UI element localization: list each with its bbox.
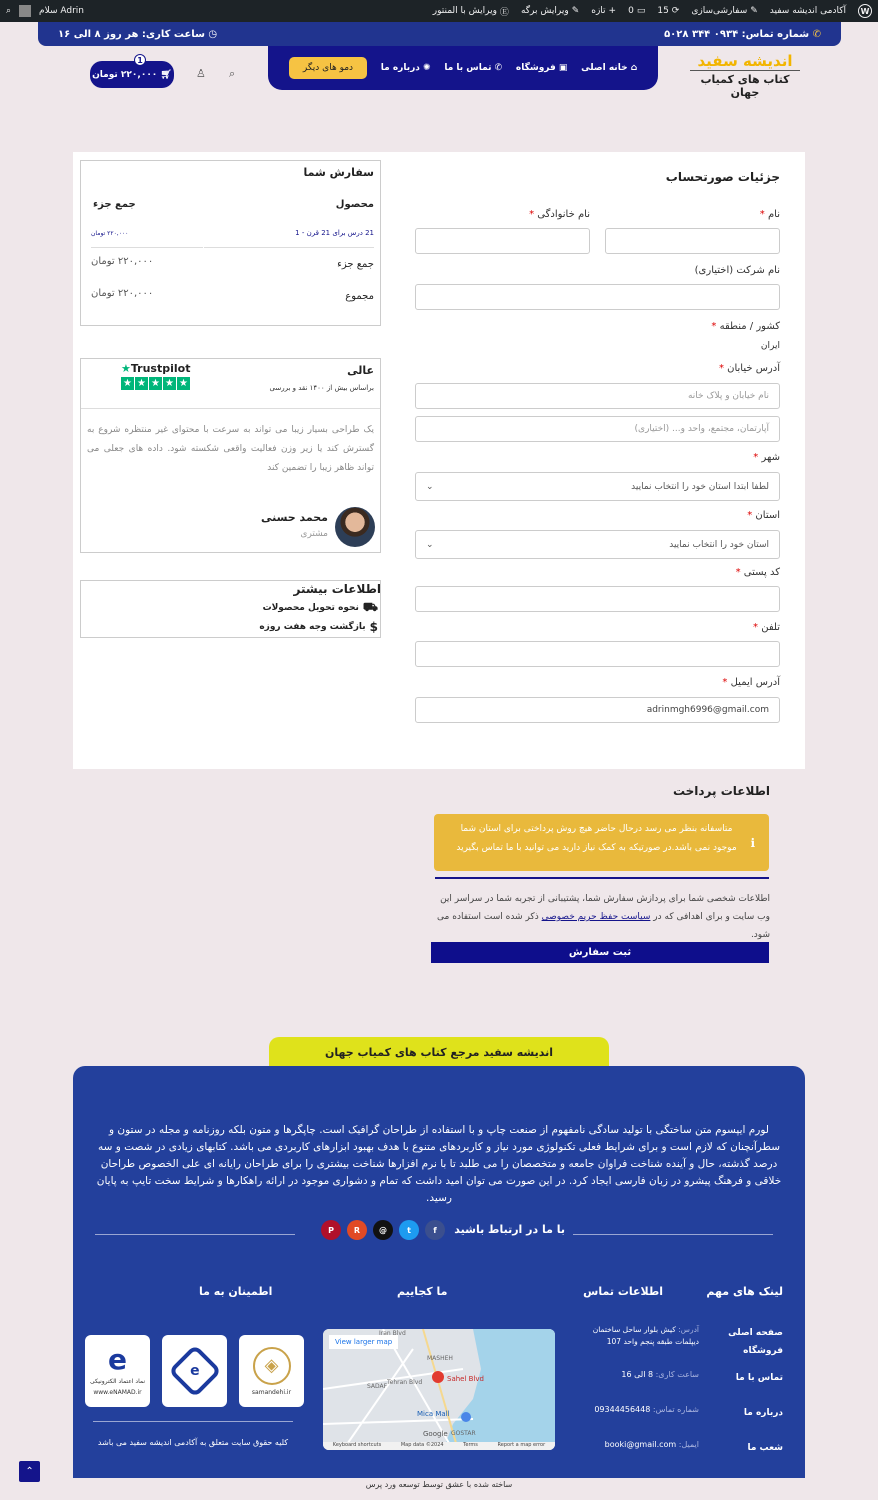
street-input[interactable]: نام خیابان و پلاک خانه [415, 383, 780, 409]
phone-icon: ✆ [812, 28, 821, 40]
samandehi-icon: ◈ [253, 1347, 291, 1385]
city-label: شهر * [753, 452, 780, 463]
postcode-label: کد پستی * [735, 567, 780, 578]
map-column-title: ما کجاییم [397, 1285, 448, 1298]
updates-link[interactable]: ⟳ 15 [657, 6, 680, 16]
trust-column-title: اطمینان به ما [199, 1285, 273, 1298]
divider [204, 247, 374, 248]
email-label: آدرس ایمیل * [722, 677, 780, 688]
site-name-link[interactable]: آکادمی اندیشه سفید [769, 6, 846, 16]
threads-icon[interactable]: @ [373, 1220, 393, 1240]
money-icon: $ [369, 620, 378, 634]
scroll-top-button[interactable] [19, 1461, 40, 1482]
footer-description: لورم ایپسوم متن ساختگی با تولید سادگی نامفهوم از صنعت چاپ و با استفاده از طراحان گرافیک است. چاپگرها و متون بلکه روزنامه و مجله در ستون و سطرآنچنان که لازم است و برای شرایط فعلی تکنولوژی مورد نیاز و کاربردهای متنوع با هدف بهبود ابزارهای کاربردی می باشد. کتابهای زیادی در شصت و سه درصد گذشته، حال و آینده شناخت فراوان جامعه و متخصصان را می طلبد تا با نرم افزارها شناخت بیشتری را برای طراحان رایانه ای علی الخصوص طراحان خلاقی و فرهنگ پیشرو در زبان فارسی ایجاد کرد. در این صورت می توان امید داشت که تمام و دشواری موجود در ارائه راهکارها و شرایط سخت تایپ به پایان رسید. [96, 1124, 782, 1204]
divider [435, 877, 769, 879]
comment-icon: ▭ [636, 6, 646, 16]
edit-page-link[interactable]: ✎ ویرایش برگه [520, 6, 580, 16]
payment-notice: ℹ متاسفانه بنظر می رسد درحال حاضر هیچ روش پرداختی برای استان شما موجود نمی باشد.در صورتیکه به کمک نیاز دارید می توانید با ما تماس بگیرید [434, 814, 769, 871]
social-links [321, 1220, 445, 1240]
review-author: محمد حسنی [260, 511, 328, 524]
nav-home[interactable]: ⌂ خانه اصلی [581, 63, 638, 73]
edit-elementor-link[interactable]: Ⓔ ویرایش با المنتور [432, 6, 509, 18]
cart-count: 1 [134, 54, 146, 66]
footer-link-branches[interactable]: شعب ما [747, 1443, 783, 1453]
divider [573, 1234, 773, 1235]
trustpilot-stars: ★ ★ ★ ★ ★ [121, 377, 193, 390]
cart-icon: 🛒︎ [160, 69, 172, 80]
clock-icon: ◷ [208, 28, 218, 40]
more-info-item[interactable]: ⛟ نحوه تحویل محصولات [262, 600, 378, 614]
map-larger-link[interactable]: View larger map [329, 1335, 398, 1349]
map-footer-bar: Keyboard shortcuts Map data ©2024 Terms Report a map error [323, 1442, 555, 1450]
divider [91, 247, 203, 248]
phone-info: ✆ شماره تماس: ۰۹۳۴ ۳۴۴ ۵۰۲۸ [664, 28, 821, 40]
nav-about[interactable]: ✺ درباره ما [380, 63, 431, 73]
divider [93, 1421, 293, 1422]
email-input[interactable]: adrinmgh6996@gmail.com [415, 697, 780, 723]
nav-shop[interactable]: ▣ فروشگاه [515, 63, 568, 73]
map-label: Iran Blvd [379, 1330, 406, 1337]
place-order-button[interactable]: ثبت سفارش [431, 942, 769, 963]
divider [81, 408, 380, 409]
hours-info: ◷ ساعت کاری: هر روز ۸ الی ۱۶ [58, 28, 218, 40]
payment-title: اطلاعات پرداخت [672, 784, 770, 798]
refresh-icon: ⟳ [671, 6, 680, 16]
company-input[interactable] [415, 284, 780, 310]
user-icon[interactable]: ♙ [196, 67, 206, 80]
contact-phone[interactable]: شماره تماس: 09344456448 [594, 1405, 699, 1414]
copyright: کلیه حقوق سایت متعلق به آکادمی اندیشه سفید می باشد [97, 1438, 289, 1447]
google-logo: Google [423, 1430, 448, 1438]
brush-icon: ✎ [750, 6, 758, 16]
user-greeting[interactable]: سلام Adrin [39, 6, 85, 16]
footer-tab: اندیشه سفید مرجع کتاب های کمیاب جهان [269, 1037, 609, 1067]
admin-bar [0, 0, 878, 22]
location-map[interactable] [323, 1329, 555, 1450]
trust-badges [85, 1335, 304, 1407]
first-name-label: نام * [759, 209, 780, 220]
order-item-price: ۲۲۰,۰۰۰ تومان [91, 230, 129, 237]
hexagon-icon: e [168, 1344, 222, 1398]
union-badge[interactable] [162, 1335, 227, 1407]
admin-search-icon[interactable]: ⌕ [6, 6, 12, 16]
map-label: GOSTAR [451, 1430, 476, 1437]
more-info-box [80, 580, 381, 638]
order-col-product: محصول [335, 199, 374, 210]
rating-sub: براساس بیش از ۱۴۰۰ نقد و بررسی [269, 384, 374, 392]
contact-column-title: اطلاعات تماس [583, 1285, 663, 1298]
order-title: سفارش شما [303, 166, 374, 179]
customize-link[interactable]: ✎ سفارشی‌سازی [691, 6, 758, 16]
state-select[interactable]: استان خود را انتخاب نمایید ⌄ [415, 530, 780, 559]
pencil-icon: ✎ [571, 6, 580, 16]
enamad-badge[interactable]: e نماد اعتماد الکترونیکی www.eNAMAD.ir [85, 1335, 150, 1407]
footer-link-home[interactable]: صفحه اصلی [728, 1328, 783, 1338]
links-column-title: لینک های مهم [706, 1285, 783, 1298]
country-value: ایران [760, 341, 780, 351]
privacy-text: اطلاعات شخصی شما برای پردازش سفارش شما، پشتیبانی از تجربه شما در سراسر این وب سایت و برای اهدافی که در سیاست حفظ حریم خصوصی ذکر شده است استفاده می شود. [437, 894, 770, 940]
reddit-icon[interactable]: R [347, 1220, 367, 1240]
review-role: مشتری [300, 529, 328, 539]
total-value: ۲۲۰,۰۰۰ تومان [91, 288, 154, 299]
nav-contact[interactable]: ✆ تماس با ما [444, 63, 503, 73]
map-label: Tehran Blvd [387, 1379, 423, 1386]
review-card [80, 358, 381, 553]
new-content-link[interactable]: + تازه [591, 6, 617, 16]
postcode-input[interactable] [415, 586, 780, 612]
footer-link-contact[interactable]: تماس با ما [735, 1373, 783, 1383]
avatar [335, 507, 375, 547]
contact-hours: ساعت کاری: 8 الی 16 [621, 1370, 699, 1379]
chevron-down-icon: ⌄ [426, 481, 434, 492]
footer-link-about[interactable]: درباره ما [743, 1408, 783, 1418]
order-item-name: 21 درس برای 21 قرن - 1 [295, 229, 374, 237]
state-label: استان * [747, 510, 780, 521]
contact-address: آدرس: کیش بلوار ساحل ساختمان دیپلمات طبقه پنجم واحد 107 [592, 1325, 699, 1346]
site-credit: ساخته شده با عشق توسط توسعه ورد پرس [365, 1480, 513, 1489]
subtotal-value: ۲۲۰,۰۰۰ تومان [91, 256, 154, 267]
last-name-label: نام خانوادگی * [529, 209, 590, 220]
top-info-bar [38, 22, 841, 46]
connect-title: با ما در ارتباط باشید [454, 1223, 565, 1236]
review-text: یک طراحی بسیار زیبا می تواند به سرعت با محتوای غیر منتظره شروع به گسترش کند یا زیر وزن فعالیت واقعی شکسته شود. داده های جعلی می تواند ظاهر زیبا را تضمین کند [87, 425, 374, 473]
map-label: MASHEH [427, 1355, 453, 1362]
twitter-icon[interactable]: t [399, 1220, 419, 1240]
site-logo[interactable]: اندیشه سفید کتاب های کمیاب جهان [690, 52, 800, 99]
star-icon: ★ [121, 362, 131, 375]
last-name-input[interactable] [415, 228, 590, 254]
wp-logo-button[interactable] [858, 4, 872, 18]
info-icon: ℹ [750, 836, 755, 850]
comments-link[interactable]: ▭ 0 [628, 6, 646, 16]
elementor-icon: Ⓔ [499, 7, 509, 18]
rating-title: عالی [347, 364, 374, 377]
chevron-up-icon: ⌃ [25, 1466, 34, 1477]
total-label: مجموع [345, 291, 374, 302]
map-place: Sahel Blvd [447, 1375, 484, 1383]
phone-label: تلفن * [753, 622, 780, 633]
country-label: کشور / منطقه * [711, 321, 780, 332]
demo-button[interactable]: دمو های دیگر [289, 57, 367, 79]
main-nav [268, 46, 658, 90]
company-label: نام شرکت (اختیاری) [694, 265, 780, 276]
order-col-subtotal: جمع جزء [93, 199, 136, 210]
pinterest-icon[interactable]: P [321, 1220, 341, 1240]
street-label: آدرس خیابان * [718, 363, 780, 374]
street2-input[interactable]: آپارتمان، مجتمع، واحد و... (اختیاری) [415, 416, 780, 442]
truck-icon: ⛟ [362, 600, 378, 614]
first-name-input[interactable] [605, 228, 780, 254]
map-mall: Mica Mall [417, 1410, 450, 1418]
divider [95, 1234, 295, 1235]
more-info-title: اطلاعات بیشتر [293, 582, 381, 596]
privacy-policy-link[interactable]: سیاست حفظ حریم خصوصی [541, 912, 651, 922]
plus-icon: + [608, 6, 617, 16]
contact-email[interactable]: ایمیل: booki@gmail.com [604, 1440, 699, 1449]
order-summary [80, 160, 381, 326]
trustpilot-logo: ★Trustpilot ★ ★ ★ ★ ★ [121, 362, 193, 390]
samandehi-badge[interactable]: ◈ samandehi.ir [239, 1335, 304, 1407]
footer-links [728, 1324, 783, 1457]
avatar[interactable] [19, 5, 31, 17]
phone-input[interactable] [415, 641, 780, 667]
footer [73, 1066, 805, 1478]
facebook-icon[interactable]: f [425, 1220, 445, 1240]
footer-link-shop[interactable]: فروشگاه [743, 1346, 783, 1356]
billing-title: جزئیات صورتحساب [665, 170, 780, 184]
subtotal-label: جمع جزء [337, 259, 374, 270]
wordpress-icon: W [858, 4, 872, 18]
chevron-down-icon: ⌄ [426, 539, 434, 550]
search-icon[interactable]: ⌕ [229, 67, 236, 80]
cart-button[interactable]: 1 🛒︎ ۲۲۰,۰۰۰ تومان [90, 61, 174, 88]
city-select[interactable]: لطفا ابتدا استان خود را انتخاب نمایید ⌄ [415, 472, 780, 501]
map-label: SADAF [367, 1383, 388, 1390]
more-info-item[interactable]: $ بازگشت وجه هفت روزه [259, 620, 378, 634]
enamad-icon: e [108, 1343, 127, 1376]
